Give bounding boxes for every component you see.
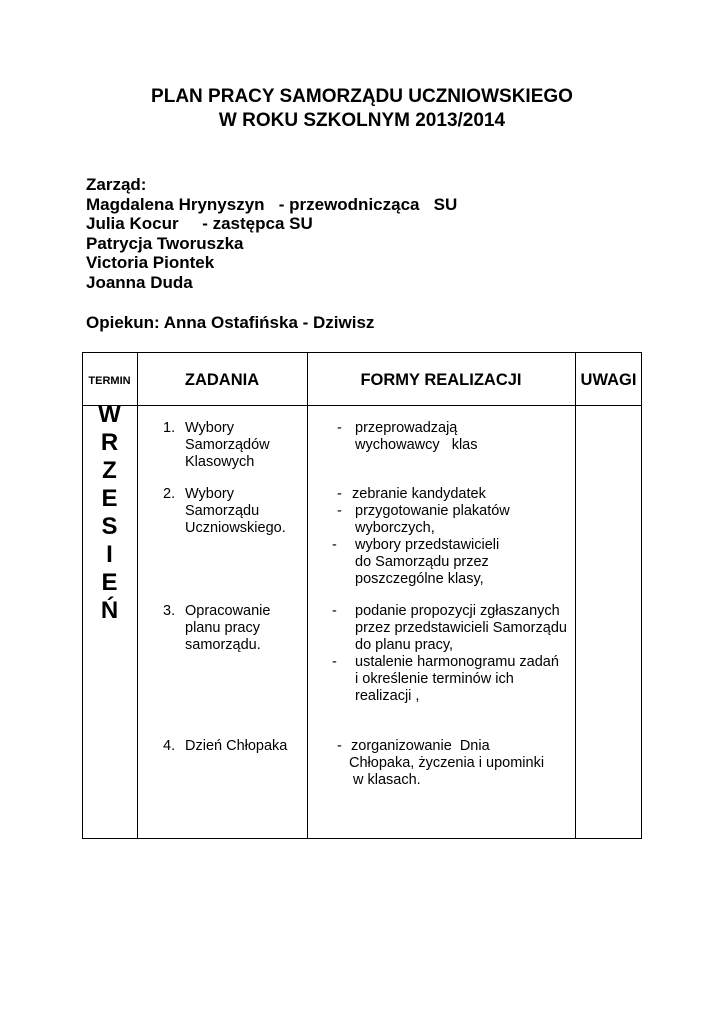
column-divider: [307, 352, 308, 839]
form-text: [355, 537, 499, 588]
header-term: TERMIN: [88, 374, 131, 387]
board-member: Magdalena Hrynyszyn - przewodnicząca SU: [86, 194, 458, 214]
term-letter: W: [98, 401, 121, 428]
board-member: Joanna Duda: [86, 272, 193, 292]
task-item: [163, 486, 286, 537]
form-line: przeprowadzają: [355, 420, 458, 436]
form-line: podanie propozycji zgłaszanych: [355, 603, 560, 619]
task-line: Samorządu: [185, 503, 260, 519]
form-line: przygotowanie plakatów: [355, 503, 510, 519]
term-letter: S: [101, 513, 118, 540]
form-bullet: -: [332, 537, 337, 553]
form-line: ustalenie harmonogramu zadań: [355, 654, 559, 670]
form-text: [355, 603, 567, 654]
task-item: [163, 603, 270, 654]
task-line: Uczniowskiego.: [185, 520, 286, 536]
task-line: planu pracy: [185, 620, 260, 636]
title-line-2: W ROKU SZKOLNYM 2013/2014: [218, 110, 506, 131]
term-letter: E: [101, 485, 118, 512]
header-forms: FORMY REALIZACJI: [360, 371, 522, 389]
form-line: przez przedstawicieli Samorządu: [355, 620, 567, 636]
task-number: 2.: [163, 486, 176, 502]
form-line: i określenie terminów ich: [355, 671, 514, 687]
form-text: [355, 503, 510, 537]
form-line: do planu pracy,: [355, 637, 454, 653]
form-line: zorganizowanie Dnia: [351, 738, 490, 754]
term-letter: Z: [102, 457, 117, 484]
task-item: [163, 420, 270, 471]
form-line: poszczególne klasy,: [355, 571, 484, 587]
task-line: Dzień Chłopaka: [185, 738, 288, 754]
header-tasks: ZADANIA: [184, 371, 260, 389]
form-line: wychowawcy klas: [355, 437, 478, 453]
header-row-divider: [82, 405, 642, 406]
board-section: [86, 175, 457, 293]
board-member: Patrycja Tworuszka: [86, 233, 244, 253]
board-member: Julia Kocur - zastępca SU: [86, 214, 313, 234]
form-bullet: -: [337, 503, 342, 519]
form-bullet: -: [337, 420, 342, 436]
form-line: wyborczych,: [355, 520, 435, 536]
task-number: 4.: [163, 738, 176, 754]
column-divider: [575, 352, 576, 839]
form-line: w klasach.: [353, 772, 421, 788]
task-number: 3.: [163, 603, 176, 619]
form-bullet: -: [337, 738, 342, 754]
column-divider: [137, 352, 138, 839]
board-member: Victoria Piontek: [86, 253, 215, 273]
header-notes: UWAGI: [580, 371, 637, 389]
task-number: 1.: [163, 420, 176, 436]
term-letter: R: [100, 429, 119, 456]
form-bullet: -: [332, 603, 337, 619]
form-text: [355, 654, 559, 705]
guardian-line: Opiekun: Anna Ostafińska - Dziwisz: [86, 313, 375, 332]
term-letter: Ń: [100, 597, 119, 624]
form-text: [355, 420, 477, 454]
form-line: zebranie kandydatek: [352, 486, 486, 502]
task-line: Samorządów: [185, 437, 270, 453]
document-title: [0, 85, 724, 133]
board-heading: Zarząd:: [86, 175, 147, 194]
term-letter: I: [106, 541, 113, 568]
title-line-1: PLAN PRACY SAMORZĄDU UCZNIOWSKIEGO: [151, 86, 573, 107]
task-item: [163, 738, 287, 755]
form-line: Chłopaka, życzenia i upominki: [349, 755, 545, 771]
form-line: wybory przedstawicieli: [355, 537, 500, 553]
form-line: realizacji ,: [355, 688, 420, 704]
task-line: Klasowych: [185, 454, 255, 470]
form-line: do Samorządu przez: [355, 554, 489, 570]
form-text: [352, 486, 486, 503]
form-bullet: -: [337, 486, 342, 502]
form-bullet: -: [332, 654, 337, 670]
task-line: Wybory: [185, 420, 235, 436]
form-text: [349, 738, 544, 789]
task-line: Opracowanie: [185, 603, 271, 619]
task-line: Wybory: [185, 486, 235, 502]
term-month-vertical: [82, 401, 137, 625]
task-line: samorządu.: [185, 637, 261, 653]
term-letter: E: [101, 569, 118, 596]
